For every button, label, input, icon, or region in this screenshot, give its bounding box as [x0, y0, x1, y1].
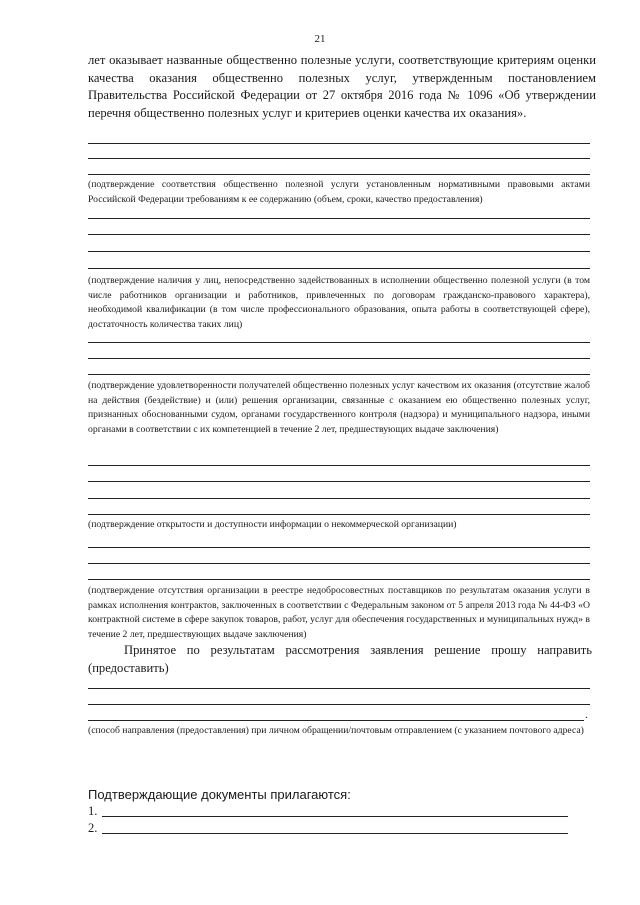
fill-line[interactable] — [88, 342, 590, 343]
fill-line[interactable] — [88, 174, 590, 175]
fill-line[interactable] — [88, 563, 590, 564]
end-mark: . — [585, 707, 588, 721]
fill-line[interactable] — [88, 251, 590, 252]
note-staff: (подтверждение наличия у лиц, непосредственно задействованных в исполнении общественно полезной услуги (в том числе работников организации и работников, привлеченных по договорам гражданско-правового характера), необходимой квалификации (в том числе профессионального образования, опыта работы в соответствующей сфере), достаточность количества таких лиц) — [88, 275, 590, 330]
fill-line[interactable] — [88, 358, 590, 359]
fill-line[interactable] — [88, 234, 590, 235]
fill-line[interactable] — [88, 218, 590, 219]
fill-line[interactable] — [88, 688, 590, 689]
fill-line[interactable] — [88, 720, 584, 721]
doc-item[interactable] — [88, 804, 568, 819]
fill-line[interactable] — [88, 704, 590, 705]
intro-paragraph: лет оказывает названные общественно полезные услуги, соответствующие критериям оценки качества оказания общественно полезных услуг, утвержденным постановлением Правительства Российской Федерации от 27 октября 2016 года № 1096 «Об утверждении перечня общественно полезных услуг и критериев оценки качества их оказания». — [88, 53, 596, 120]
decision-paragraph: Принятое по результатам рассмотрения заявления решение прошу направить (предоставить) — [88, 643, 592, 675]
note-satisfaction: (подтверждение удовлетворенности получателей общественно полезных услуг качеством их оказания (отсутствие жалоб на действия (бездействие) и (или) решения организации, связанные с оказанием ею общественно полезных услуг, признанных обоснованными судом, органами государственного контроля (надзора) и муниципального надзора, иными органами в соответствии с их компетенцией в течение 2 лет, предшествующих выдаче заключения) — [88, 380, 590, 435]
fill-line[interactable] — [88, 374, 590, 375]
fill-line[interactable] — [88, 498, 590, 499]
doc-item[interactable] — [88, 821, 568, 836]
fill-line[interactable] — [88, 143, 590, 144]
note-delivery: (способ направления (предоставления) при личном обращении/почтовым отправлением (с указанием почтового адреса) — [88, 725, 584, 736]
note-compliance: (подтверждение соответствия общественно полезной услуги установленным нормативными правовыми актами Российской Федерации требованиям к ее содержанию (объем, сроки, качество предоставления) — [88, 179, 590, 205]
fill-line[interactable] — [88, 465, 590, 466]
fill-line[interactable] — [88, 579, 590, 580]
doc-item-number: 2. — [88, 821, 98, 835]
doc-item-line[interactable] — [102, 816, 568, 817]
docs-title: Подтверждающие документы прилагаются: — [88, 787, 351, 802]
fill-line[interactable] — [88, 547, 590, 548]
note-registry: (подтверждение отсутствия организации в реестре недобросовестных поставщиков по результатам оказания услуги в рамках исполнения контрактов, заключенных в соответствии с Федеральным законом от 5 апреля 2013 года № 44-ФЗ «О контрактной системе в сфере закупок товаров, работ, услуг для обеспечения государственных и муниципальных нужд» в течение 2 лет, предшествующих выдаче заключения) — [88, 585, 590, 640]
fill-line[interactable] — [88, 514, 590, 515]
fill-line[interactable] — [88, 158, 590, 159]
doc-item-number: 1. — [88, 804, 98, 818]
doc-item-line[interactable] — [102, 833, 568, 834]
note-openness: (подтверждение открытости и доступности информации о некоммерческой организации) — [88, 519, 457, 530]
page-number: 21 — [314, 33, 326, 45]
fill-line[interactable] — [88, 268, 590, 269]
fill-line[interactable] — [88, 481, 590, 482]
